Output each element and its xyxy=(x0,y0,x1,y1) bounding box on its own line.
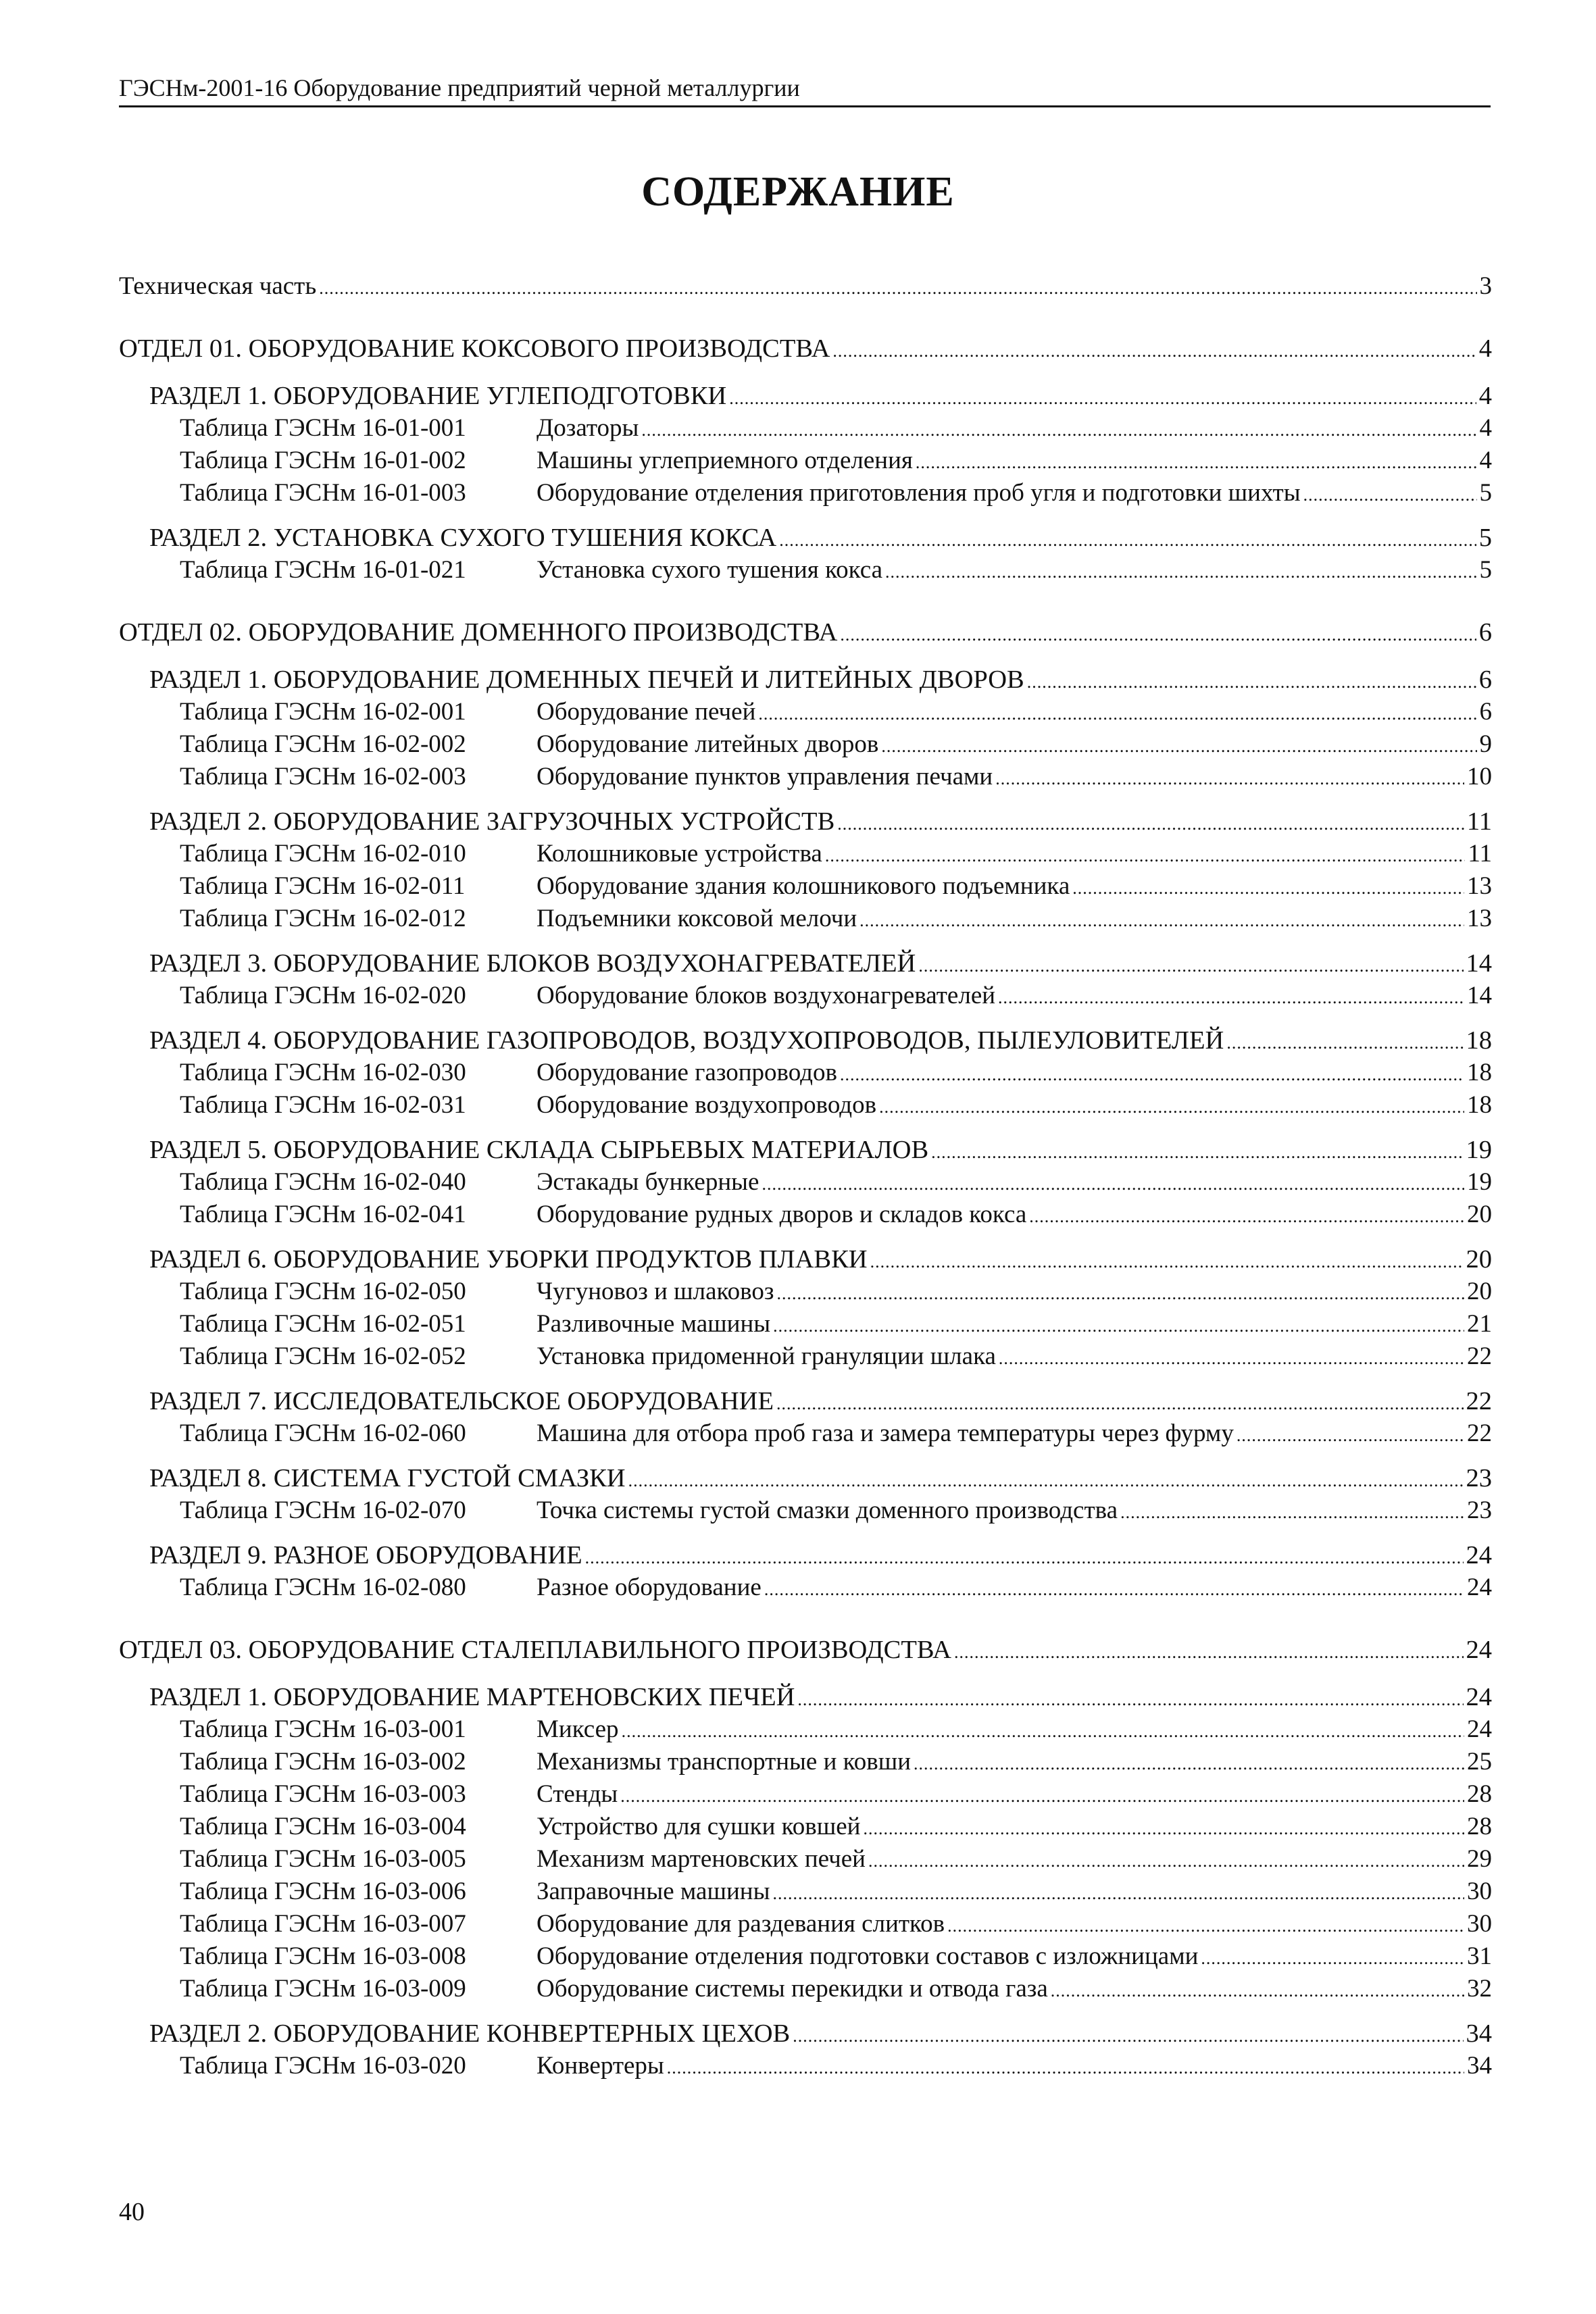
toc-entry-table xyxy=(180,1940,1492,1973)
toc-entry-label: Механизм мартеновских печей xyxy=(537,1845,866,1873)
toc-page-number: 3 xyxy=(1479,272,1492,300)
toc-entry-table xyxy=(180,477,1492,509)
toc-page-number: 20 xyxy=(1466,1245,1492,1274)
toc-table-code: Таблица ГЭСНм 16-02-040 xyxy=(180,1168,466,1196)
toc-entry-razdel xyxy=(149,1462,1492,1494)
toc-page-number: 22 xyxy=(1467,1342,1492,1370)
dot-leader xyxy=(1120,1496,1464,1529)
toc-table-code: Таблица ГЭСНм 16-02-070 xyxy=(180,1496,466,1524)
toc-page-number: 5 xyxy=(1478,524,1492,552)
toc-page-number: 13 xyxy=(1467,905,1492,932)
toc-entry-label: Миксер xyxy=(537,1715,619,1743)
dot-leader xyxy=(863,1813,1464,1845)
toc-entry-table xyxy=(180,412,1492,445)
dot-leader xyxy=(1072,872,1464,905)
toc-entry-table xyxy=(180,1494,1492,1527)
toc-entry-table xyxy=(180,1276,1492,1308)
dot-leader xyxy=(840,1059,1464,1091)
dot-leader xyxy=(832,335,1476,368)
dot-leader xyxy=(776,1388,1464,1420)
dot-leader xyxy=(999,1342,1464,1375)
toc-table-code: Таблица ГЭСНм 16-03-008 xyxy=(180,1942,466,1970)
toc-entry-razdel xyxy=(149,1243,1492,1276)
toc-entry-label: РАЗДЕЛ 2. УСТАНОВКА СУХОГО ТУШЕНИЯ КОКСА xyxy=(149,524,777,552)
toc-entry-table xyxy=(180,838,1492,870)
toc-entry-table xyxy=(180,1876,1492,1908)
toc-entry-label: ОТДЕЛ 03. ОБОРУДОВАНИЕ СТАЛЕПЛАВИЛЬНОГО ПРОИЗВОДСТВА xyxy=(119,1636,951,1664)
toc-entry-table xyxy=(180,1811,1492,1843)
toc-page-number: 19 xyxy=(1467,1168,1492,1196)
dot-leader xyxy=(840,619,1476,651)
toc-entry-table xyxy=(180,728,1492,761)
toc-page-number: 5 xyxy=(1479,479,1492,507)
toc-entry-label: Оборудование здания колошникового подъемника xyxy=(537,872,1070,900)
toc-page-number: 24 xyxy=(1466,1683,1492,1711)
toc-entry-label: Машина для отбора проб газа и замера температуры через фурму xyxy=(537,1419,1234,1447)
dot-leader xyxy=(859,905,1464,937)
dot-leader xyxy=(793,2020,1463,2053)
toc-page-number: 5 xyxy=(1479,556,1492,584)
toc-entry-label: Точка системы густой смазки доменного производства xyxy=(537,1496,1118,1524)
toc-table-code: Таблица ГЭСНм 16-02-012 xyxy=(180,905,466,932)
dot-leader xyxy=(779,524,1476,557)
toc-entry-label: Заправочные машины xyxy=(537,1878,770,1905)
toc-entry-label: РАЗДЕЛ 4. ОБОРУДОВАНИЕ ГАЗОПРОВОДОВ, ВОЗДУХОПРОВОДОВ, ПЫЛЕУЛОВИТЕЛЕЙ xyxy=(149,1026,1224,1055)
toc-page-number: 19 xyxy=(1466,1136,1492,1164)
dot-leader xyxy=(825,840,1466,872)
dot-leader xyxy=(868,1845,1464,1878)
toc-entry-table xyxy=(180,1166,1492,1199)
toc-table-code: Таблица ГЭСНм 16-02-003 xyxy=(180,763,466,790)
toc-page-number: 4 xyxy=(1478,334,1492,363)
toc-entry-label: Оборудование для раздевания слитков xyxy=(537,1910,945,1938)
toc-entry-label: Оборудование печей xyxy=(537,698,756,726)
toc-page-number: 14 xyxy=(1467,982,1492,1009)
toc-entry-razdel xyxy=(149,522,1492,554)
toc-entry-label: Механизмы транспортные и ковши xyxy=(537,1748,911,1776)
toc-page-number: 4 xyxy=(1479,414,1492,442)
toc-entry-label: Оборудование рудных дворов и складов кокса xyxy=(537,1201,1027,1228)
toc-page-number: 24 xyxy=(1467,1715,1492,1743)
toc-table-code: Таблица ГЭСНм 16-03-007 xyxy=(180,1910,466,1938)
toc-page-number: 18 xyxy=(1466,1026,1492,1055)
toc-entry-table xyxy=(180,1308,1492,1340)
dot-leader xyxy=(995,763,1464,795)
dot-leader xyxy=(585,1542,1464,1574)
toc-page-number: 20 xyxy=(1467,1201,1492,1228)
toc-entry-label: РАЗДЕЛ 1. ОБОРУДОВАНИЕ МАРТЕНОВСКИХ ПЕЧЕЙ xyxy=(149,1683,795,1711)
toc-entry-label: РАЗДЕЛ 7. ИССЛЕДОВАТЕЛЬСКОЕ ОБОРУДОВАНИЕ xyxy=(149,1387,774,1415)
toc-entry-label: Стенды xyxy=(537,1780,618,1808)
toc-entry-label: РАЗДЕЛ 6. ОБОРУДОВАНИЕ УБОРКИ ПРОДУКТОВ ПЛАВКИ xyxy=(149,1245,868,1274)
toc-table-code: Таблица ГЭСНм 16-03-004 xyxy=(180,1813,466,1840)
dot-leader xyxy=(628,1465,1464,1497)
toc-page-number: 10 xyxy=(1467,763,1492,790)
dot-leader xyxy=(1226,1027,1463,1059)
toc-table-code: Таблица ГЭСНм 16-02-030 xyxy=(180,1059,466,1086)
toc-entry-label: Конвертеры xyxy=(537,2052,664,2080)
toc-page-number: 24 xyxy=(1466,1636,1492,1664)
toc-table-code: Таблица ГЭСНм 16-02-020 xyxy=(180,982,466,1009)
toc-entry-label: РАЗДЕЛ 1. ОБОРУДОВАНИЕ ДОМЕННЫХ ПЕЧЕЙ И ЛИТЕЙНЫХ ДВОРОВ xyxy=(149,665,1024,694)
dot-leader xyxy=(879,1091,1464,1124)
toc-entry-razdel xyxy=(149,663,1492,696)
toc-entry-label: Подъемники коксовой мелочи xyxy=(537,905,857,932)
toc-entry-table xyxy=(180,761,1492,793)
toc-entry-razdel xyxy=(149,805,1492,838)
table-of-contents xyxy=(119,270,1492,2082)
toc-entry-label: Эстакады бункерные xyxy=(537,1168,759,1196)
dot-leader xyxy=(729,382,1476,415)
toc-table-code: Таблица ГЭСНм 16-02-060 xyxy=(180,1419,466,1447)
toc-entry-label: Оборудование пунктов управления печами xyxy=(537,763,993,790)
toc-entry-label: Разное оборудование xyxy=(537,1574,762,1601)
toc-entry-label: Установка придоменной грануляции шлака xyxy=(537,1342,996,1370)
dot-leader xyxy=(1027,666,1476,699)
toc-page-number: 21 xyxy=(1467,1310,1492,1338)
toc-table-code: Таблица ГЭСНм 16-02-011 xyxy=(180,872,466,900)
toc-entry-label: Устройство для сушки ковшей xyxy=(537,1813,861,1840)
toc-entry-label: РАЗДЕЛ 2. ОБОРУДОВАНИЕ КОНВЕРТЕРНЫХ ЦЕХОВ xyxy=(149,2019,791,2048)
toc-page-number: 18 xyxy=(1467,1059,1492,1086)
dot-leader xyxy=(870,1246,1464,1278)
dot-leader xyxy=(916,447,1477,479)
dot-leader xyxy=(954,1636,1464,1669)
toc-entry-table xyxy=(180,1340,1492,1373)
toc-entry-label: Дозаторы xyxy=(537,414,639,442)
dot-leader xyxy=(797,1684,1463,1716)
toc-page-number: 13 xyxy=(1467,872,1492,900)
toc-page-number: 24 xyxy=(1467,1574,1492,1601)
toc-page-number: 32 xyxy=(1467,1975,1492,2003)
toc-entry-label: РАЗДЕЛ 8. СИСТЕМА ГУСТОЙ СМАЗКИ xyxy=(149,1464,626,1492)
toc-page-number: 20 xyxy=(1467,1278,1492,1305)
toc-entry-table xyxy=(180,1199,1492,1231)
toc-entry-table xyxy=(180,1746,1492,1778)
toc-page-number: 28 xyxy=(1467,1780,1492,1808)
toc-entry-label: Чугуновоз и шлаковоз xyxy=(537,1278,774,1305)
toc-entry-label: ОТДЕЛ 01. ОБОРУДОВАНИЕ КОКСОВОГО ПРОИЗВОДСТВА xyxy=(119,334,830,363)
dot-leader xyxy=(667,2052,1464,2084)
dot-leader xyxy=(641,414,1476,447)
page-number: 40 xyxy=(119,2198,145,2226)
toc-entry-otdel xyxy=(119,1634,1492,1666)
toc-entry-label: РАЗДЕЛ 5. ОБОРУДОВАНИЕ СКЛАДА СЫРЬЕВЫХ МАТЕРИАЛОВ xyxy=(149,1136,929,1164)
toc-page-number: 23 xyxy=(1467,1496,1492,1524)
toc-table-code: Таблица ГЭСНм 16-03-020 xyxy=(180,2052,466,2080)
toc-page-number: 18 xyxy=(1467,1091,1492,1119)
toc-entry-table xyxy=(180,554,1492,586)
toc-entry-razdel xyxy=(149,1134,1492,1166)
toc-page-number: 34 xyxy=(1466,2019,1492,2048)
toc-page-number: 6 xyxy=(1479,698,1492,726)
toc-page-number: 25 xyxy=(1467,1748,1492,1776)
toc-table-code: Таблица ГЭСНм 16-01-021 xyxy=(180,556,466,584)
dot-leader xyxy=(620,1780,1464,1813)
dot-leader xyxy=(1303,479,1477,511)
toc-page-number: 9 xyxy=(1479,730,1492,758)
toc-entry-razdel xyxy=(149,2017,1492,2050)
toc-entry-label: Техническая часть xyxy=(119,272,317,300)
toc-entry-otdel xyxy=(119,616,1492,649)
dot-leader xyxy=(914,1748,1464,1780)
toc-entry-table xyxy=(180,1713,1492,1746)
toc-entry-label: Оборудование газопроводов xyxy=(537,1059,837,1086)
toc-entry-table xyxy=(180,1778,1492,1811)
toc-page-number: 30 xyxy=(1467,1910,1492,1938)
toc-entry-table xyxy=(180,1057,1492,1089)
dot-leader xyxy=(776,1278,1464,1310)
toc-entry-tech xyxy=(119,270,1492,303)
toc-entry-label: Оборудование системы перекидки и отвода газа xyxy=(537,1975,1048,2003)
toc-entry-razdel xyxy=(149,1385,1492,1417)
toc-entry-razdel xyxy=(149,1539,1492,1571)
toc-table-code: Таблица ГЭСНм 16-02-052 xyxy=(180,1342,466,1370)
toc-table-code: Таблица ГЭСНм 16-01-001 xyxy=(180,414,466,442)
dot-leader xyxy=(622,1715,1464,1748)
toc-table-code: Таблица ГЭСНм 16-02-041 xyxy=(180,1201,466,1228)
toc-table-code: Таблица ГЭСНм 16-02-051 xyxy=(180,1310,466,1338)
toc-table-code: Таблица ГЭСНм 16-03-001 xyxy=(180,1715,466,1743)
dot-leader xyxy=(1201,1942,1464,1975)
toc-page-number: 31 xyxy=(1467,1942,1492,1970)
toc-entry-table xyxy=(180,2050,1492,2082)
dot-leader xyxy=(764,1574,1464,1606)
toc-page-number: 22 xyxy=(1466,1387,1492,1415)
toc-entry-label: Оборудование отделения приготовления проб угля и подготовки шихты xyxy=(537,479,1301,507)
toc-page-number: 6 xyxy=(1478,665,1492,694)
dot-leader xyxy=(773,1310,1464,1342)
toc-page-number: 11 xyxy=(1466,807,1492,836)
dot-leader xyxy=(758,698,1476,730)
toc-table-code: Таблица ГЭСНм 16-02-050 xyxy=(180,1278,466,1305)
toc-table-code: Таблица ГЭСНм 16-03-009 xyxy=(180,1975,466,2003)
dot-leader xyxy=(1051,1975,1464,2007)
dot-leader xyxy=(772,1878,1464,1910)
dot-leader xyxy=(762,1168,1464,1201)
toc-entry-table xyxy=(180,903,1492,935)
toc-entry-label: Оборудование литейных дворов xyxy=(537,730,879,758)
toc-entry-table xyxy=(180,1973,1492,2005)
toc-entry-table xyxy=(180,1908,1492,1940)
dot-leader xyxy=(881,730,1476,763)
toc-entry-label: ОТДЕЛ 02. ОБОРУДОВАНИЕ ДОМЕННОГО ПРОИЗВОДСТВА xyxy=(119,618,838,647)
dot-leader xyxy=(931,1136,1463,1169)
toc-page-number: 30 xyxy=(1467,1878,1492,1905)
toc-entry-label: Машины углеприемного отделения xyxy=(537,447,913,474)
toc-entry-label: Разливочные машины xyxy=(537,1310,771,1338)
toc-entry-label: Оборудование блоков воздухонагревателей xyxy=(537,982,996,1009)
toc-table-code: Таблица ГЭСНм 16-01-003 xyxy=(180,479,466,507)
toc-table-code: Таблица ГЭСНм 16-02-001 xyxy=(180,698,466,726)
toc-entry-label: РАЗДЕЛ 3. ОБОРУДОВАНИЕ БЛОКОВ ВОЗДУХОНАГРЕВАТЕЛЕЙ xyxy=(149,949,916,978)
toc-page-number: 22 xyxy=(1467,1419,1492,1447)
toc-entry-label: Оборудование воздухопроводов xyxy=(537,1091,877,1119)
toc-entry-table xyxy=(180,980,1492,1012)
toc-page-number: 6 xyxy=(1478,618,1492,647)
dot-leader xyxy=(947,1910,1464,1942)
toc-table-code: Таблица ГЭСНм 16-02-031 xyxy=(180,1091,466,1119)
toc-entry-table xyxy=(180,696,1492,728)
toc-table-code: Таблица ГЭСНм 16-02-080 xyxy=(180,1574,466,1601)
toc-page-number: 4 xyxy=(1478,382,1492,410)
toc-table-code: Таблица ГЭСНм 16-03-005 xyxy=(180,1845,466,1873)
dot-leader xyxy=(998,982,1464,1014)
toc-page-number: 34 xyxy=(1467,2052,1492,2080)
toc-entry-table xyxy=(180,870,1492,903)
page-title: СОДЕРЖАНИЕ xyxy=(641,169,955,215)
toc-table-code: Таблица ГЭСНм 16-03-003 xyxy=(180,1780,466,1808)
toc-entry-table xyxy=(180,1417,1492,1450)
toc-table-code: Таблица ГЭСНм 16-03-006 xyxy=(180,1878,466,1905)
toc-entry-razdel xyxy=(149,1681,1492,1713)
toc-entry-table xyxy=(180,1089,1492,1122)
toc-entry-label: РАЗДЕЛ 2. ОБОРУДОВАНИЕ ЗАГРУЗОЧНЫХ УСТРОЙСТВ xyxy=(149,807,835,836)
running-header: ГЭСНм-2001-16 Оборудование предприятий черной металлургии xyxy=(119,73,1491,107)
toc-page-number: 23 xyxy=(1466,1464,1492,1492)
toc-entry-razdel xyxy=(149,1024,1492,1057)
toc-entry-table xyxy=(180,1571,1492,1604)
toc-page-number: 28 xyxy=(1467,1813,1492,1840)
dot-leader xyxy=(319,272,1476,305)
toc-page-number: 11 xyxy=(1468,840,1492,867)
toc-entry-label: Оборудование отделения подготовки составов с изложницами xyxy=(537,1942,1199,1970)
toc-page-number: 24 xyxy=(1466,1541,1492,1569)
toc-table-code: Таблица ГЭСНм 16-02-010 xyxy=(180,840,466,867)
toc-page-number: 14 xyxy=(1466,949,1492,978)
toc-table-code: Таблица ГЭСНм 16-03-002 xyxy=(180,1748,466,1776)
toc-page-number: 29 xyxy=(1467,1845,1492,1873)
dot-leader xyxy=(1237,1419,1464,1452)
toc-entry-label: РАЗДЕЛ 1. ОБОРУДОВАНИЕ УГЛЕПОДГОТОВКИ xyxy=(149,382,727,410)
toc-entry-razdel xyxy=(149,380,1492,412)
toc-entry-label: РАЗДЕЛ 9. РАЗНОЕ ОБОРУДОВАНИЕ xyxy=(149,1541,582,1569)
dot-leader xyxy=(885,556,1476,588)
toc-entry-label: Колошниковые устройства xyxy=(537,840,822,867)
toc-table-code: Таблица ГЭСНм 16-01-002 xyxy=(180,447,466,474)
toc-entry-table xyxy=(180,1843,1492,1876)
dot-leader xyxy=(1029,1201,1464,1233)
toc-table-code: Таблица ГЭСНм 16-02-002 xyxy=(180,730,466,758)
toc-entry-razdel xyxy=(149,947,1492,980)
toc-entry-label: Установка сухого тушения кокса xyxy=(537,556,883,584)
toc-entry-otdel xyxy=(119,332,1492,365)
dot-leader xyxy=(918,950,1463,982)
toc-page-number: 4 xyxy=(1479,447,1492,474)
toc-entry-table xyxy=(180,445,1492,477)
dot-leader xyxy=(837,808,1464,840)
